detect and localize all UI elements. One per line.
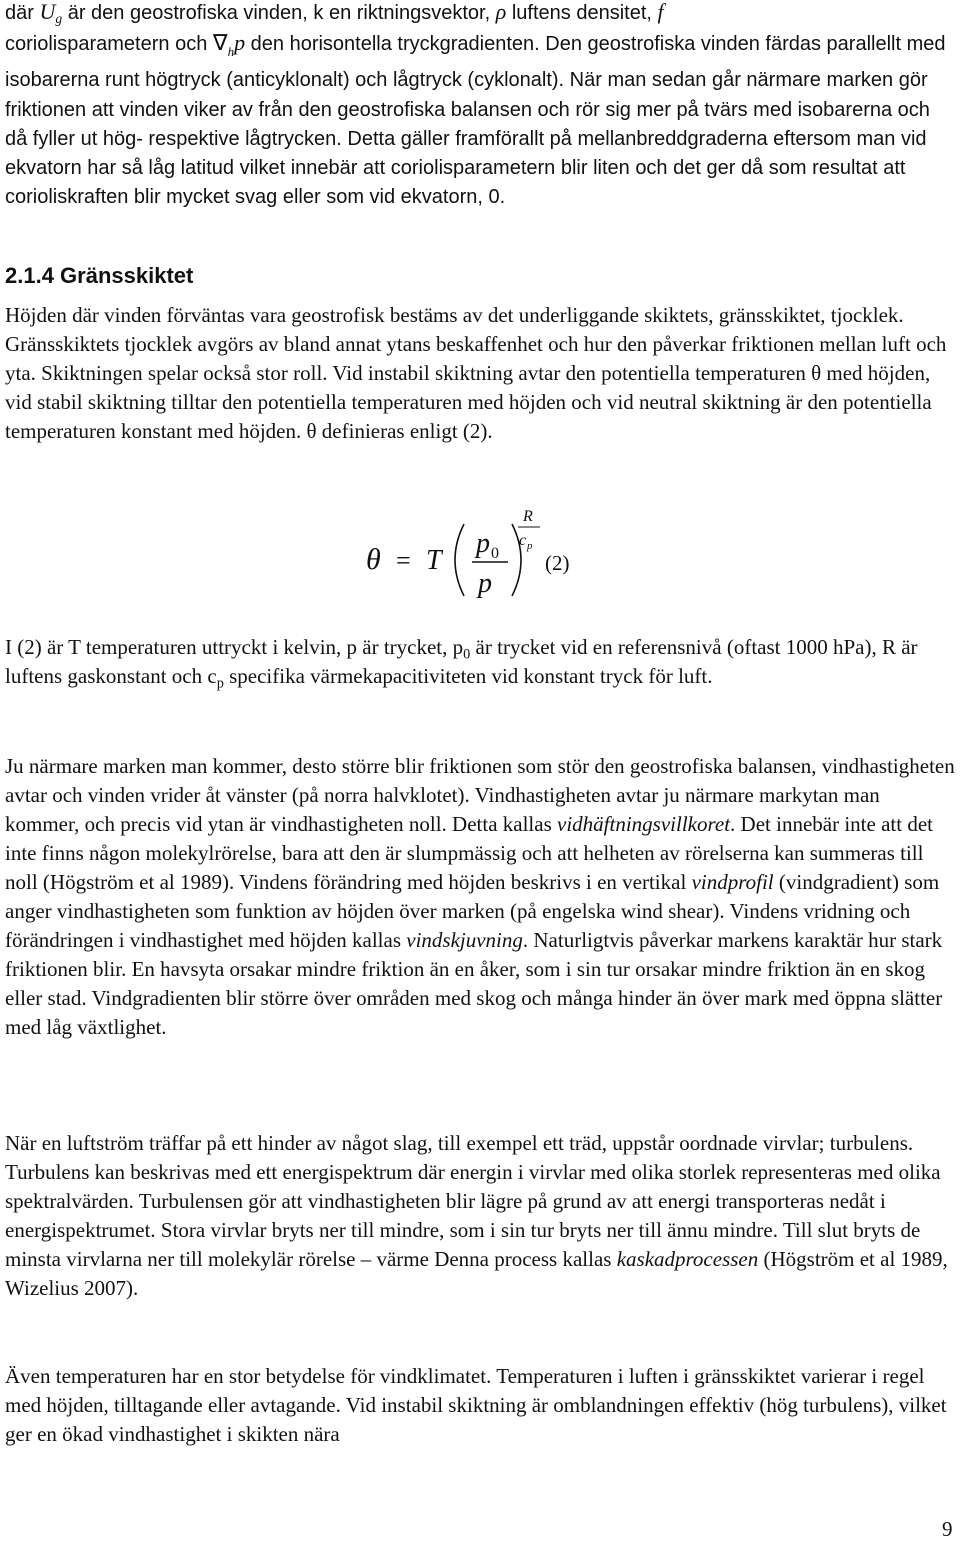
text-run: . Naturligtvis påverkar markens karaktär hur stark friktionen blir. En havsyta orsakar mindre friktion än en åker, som i sin tur orsakar mindre friktion än en skog eller stad. Vindgradienten blir större över områden med skog och många hinder än över mark med öppna slätter med låg växtlighet. — [5, 928, 943, 1039]
equation-number: (2) — [545, 551, 570, 575]
text-run: (Högström et al 1989, Wizelius 2007). — [5, 1247, 948, 1300]
italic-term: kaskadprocessen — [616, 1247, 759, 1271]
equation-temperature: T — [426, 545, 442, 576]
text-run: är trycket vid en referensnivå (oftast 1000 hPa), R är luftens gaskonstant och c — [5, 635, 918, 688]
section-heading: 2.1.4 Gränsskiktet — [5, 263, 194, 288]
wind-subscript: g — [55, 11, 63, 27]
boundary-layer-paragraph: Höjden där vinden förväntas vara geostrofisk bestäms av det underliggande skiktets, gränsskiktet, tjocklek. Gränsskiktets tjocklek avgörs av bland annat ytans beskaffenhet och hur den påverkar friktionen mellan luft och yta. Skiktningen spelar också stor roll. Vid instabil skiktning avtar den potentiella temperaturen θ med höjden, vid stabil skiktning tilltar den potentiella temperaturen med höjden och vid neutral skiktning är den potentiella temperaturen konstant med höjden. θ definieras enligt (2). — [5, 303, 947, 443]
subscript: p — [216, 675, 224, 692]
nabla-symbol: ∇ — [212, 31, 228, 57]
text-run: där — [5, 2, 40, 24]
equation-numerator-subscript: 0 — [491, 545, 499, 562]
coriolis-symbol: f — [657, 0, 664, 24]
text-run: I (2) är T temperaturen uttryckt i kelvin, p är trycket, p — [5, 635, 464, 659]
page-number: 9 — [942, 1517, 953, 1541]
exponent-denominator-subscript: p — [527, 540, 533, 552]
subscript: 0 — [463, 646, 471, 663]
nabla-subscript: h — [227, 44, 235, 60]
wind-symbol: U — [39, 0, 56, 24]
text-run: Ju närmare marken man kommer, desto större blir friktionen som stör den geostrofiska balansen, vindhastigheten avtar och vinden vrider åt vänster (på norra halvklotet). Vindhastigheten avtar ju närmare markytan man kommer, och precis vid ytan är vindhastigheten noll. Detta kallas — [5, 754, 955, 836]
density-symbol: ρ — [495, 0, 507, 24]
geostrophic-wind-paragraph — [5, 0, 957, 212]
equation-denominator: p — [478, 568, 492, 599]
exponent-numerator: R — [523, 508, 533, 525]
exponent-denominator: c — [519, 532, 527, 549]
italic-term: vindskjuvning — [406, 928, 523, 952]
text-run: är den geostrofiska vinden, k en riktningsvektor, — [62, 2, 496, 24]
italic-term: vindprofil — [691, 870, 774, 894]
definitions-paragraph — [5, 633, 957, 691]
text-run: coriolisparametern och — [5, 33, 213, 56]
text-run: den horisontella tryckgradienten. Den geostrofiska vinden färdas parallellt med isobarerna runt högtryck (anticyklonalt) och lågtryck (cyklonalt). När man sedan går närmare marken gör friktionen att vinden viker av från den geostrofiska balansen och rör sig mer på tvärs med isobarerna och då fyller ut hög- respektive lågtrycken. Detta gäller framförallt på mellanbreddgraderna eftersom man vid ekvatorn har så låg latitud vilket innebär att coriolisparametern blir liten och det ger då som resultat att corioliskraften blir mycket svag eller som vid ekvatorn, 0. — [5, 33, 946, 209]
text-run: När en luftström träffar på ett hinder av något slag, till exempel ett träd, uppstår oordnade virvlar; turbulens. Turbulens kan beskrivas med ett energispektrum där energin i virvlar med olika storlek representeras med olika spektralvärden. Turbulensen gör att vindhastigheten blir lägre på grund av att energi transporteras nedåt i energispektrumet. Stora virvlar bryts ner till mindre, som i sin tur bryts ner till ännu mindre. Till slut bryts de minsta virvlarna ner till molekylär rörelse – värme Denna process kallas — [5, 1131, 941, 1271]
text-run: (vindgradient) som anger vindhastigheten som funktion av höjden över marken (på engelska wind shear). Vindens vridning och förändringen i vindhastighet med höjden kallas — [5, 870, 940, 952]
pressure-symbol: p — [234, 30, 246, 56]
text-run: luftens densitet, — [506, 2, 658, 24]
potential-temperature-equation — [360, 500, 620, 610]
equation-numerator: p — [476, 528, 490, 559]
turbulence-paragraph — [5, 1129, 957, 1303]
italic-term: vidhäftningsvillkoret — [557, 812, 731, 836]
equation-theta: θ — [366, 543, 381, 576]
equation-equals: = — [396, 546, 411, 575]
text-run: specifika värmekapacitiviteten vid konstant tryck för luft. — [223, 664, 713, 688]
temperature-paragraph: Även temperaturen har en stor betydelse för vindklimatet. Temperaturen i luften i gränsskiktet varierar i regel med höjden, tilltagande eller avtagande. Vid instabil skiktning är omblandningen effektiv (hög turbulens), vilket ger en ökad vindhastighet i skikten nära — [5, 1364, 947, 1446]
text-run: . Det innebär inte att det inte finns någon molekylrörelse, bara att den är slumpmässig och att helheten av rörelserna kan summeras till noll (Högström et al 1989). Vindens förändring med höjden beskrivs i en vertikal — [5, 812, 933, 894]
friction-paragraph — [5, 752, 957, 1042]
left-parenthesis — [455, 524, 464, 596]
